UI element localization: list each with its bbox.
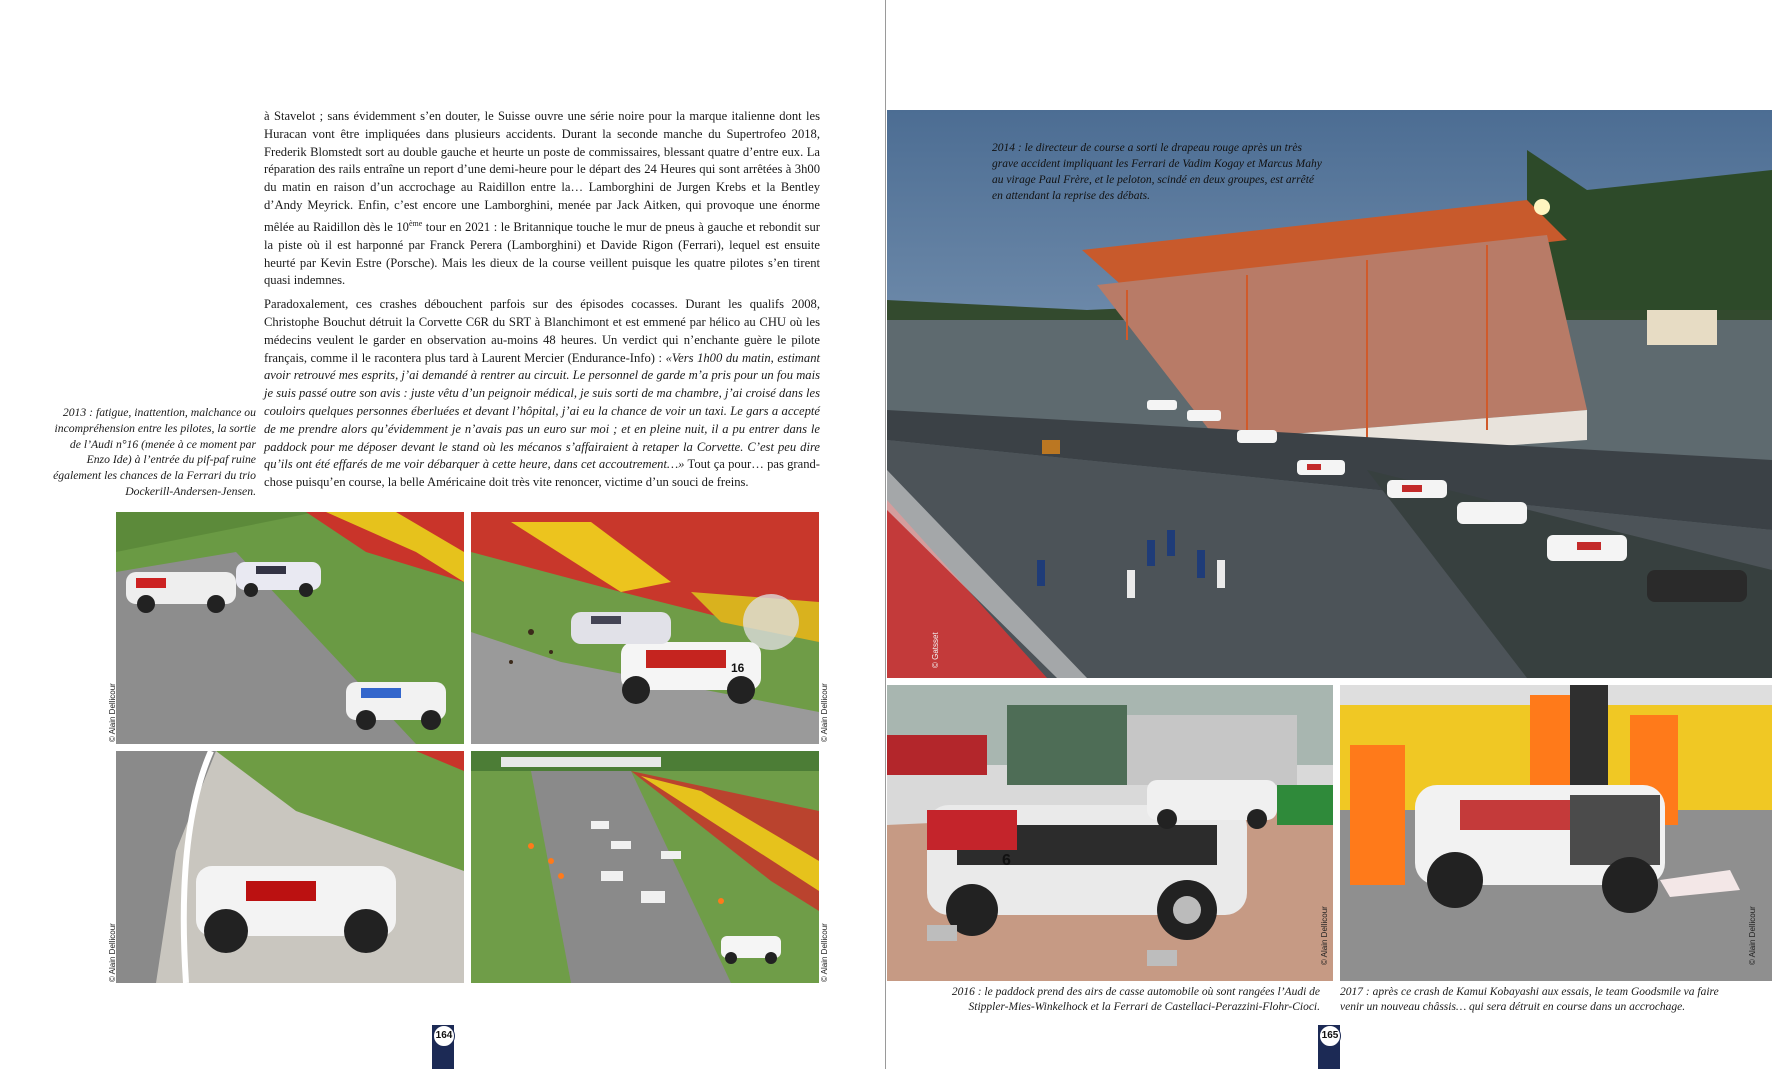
photo-credit-right-1: © Alain Dellicour	[1320, 906, 1329, 965]
photo-goodsmile-crash	[1340, 685, 1772, 981]
car-number-16: 16	[731, 661, 745, 675]
caption-2016: 2016 : le paddock prend des airs de casse automobile où sont rangées l’Audi de Stippler-Mies-Winkelhock et la Ferrari de Castellaci-Perazzini-Flohr-Cioci.	[951, 986, 1320, 1013]
photo-credit-left-4: © Alain Dellicour	[820, 923, 829, 982]
car-number-6: 6	[1002, 852, 1011, 869]
page-number-165: 165	[1318, 1025, 1340, 1069]
photo-credit-left-2: © Alain Dellicour	[820, 683, 829, 742]
caption-2014: 2014 : le directeur de course a sorti le drapeau rouge après un très grave accident impliquant les Ferrari de Vadim Kogay et Marcus Mahy au virage Paul Frère, et le peloton, scindé en deux groupes, est arrêté en attendant la reprise des débats.	[992, 142, 1322, 202]
photo-credit-top: © Gatsset	[931, 632, 940, 668]
photo-race-field	[471, 751, 819, 983]
photo-credit-right-2: © Alain Dellicour	[1748, 906, 1757, 965]
photo-audi-ferrari-track	[116, 512, 464, 744]
body-text	[264, 108, 820, 498]
photo-audi-crash-barrier	[471, 512, 819, 744]
page-spine	[885, 0, 886, 1069]
photo-paddock-wreck	[887, 685, 1333, 981]
caption-2013: 2013 : fatigue, inattention, malchance ou incompréhension entre les pilotes, la sortie de l’Audi n°16 (menée à ce moment par Enzo Ide) à l’entrée du pif-paf ruine également les chances de la Ferrari du trio Dockerill-Andersen-Jensen.	[53, 406, 256, 498]
photo-credit-left-3: © Alain Dellicour	[108, 923, 117, 982]
paragraph-1: à Stavelot ; sans évidemment s’en douter, le Suisse ouvre une série noire pour la marque italienne dont les Huracan vont être impliquées dans plusieurs accidents. Durant la seconde manche du Supertrofeo 2018, Frederik Blomstedt sort au double gauche et heurte un poste de commissaires, blessant quatre d’entre eux. La réparation des rails entraîne un report d’une demi-heure pour le départ des 24 Heures qui sont arrêtées à 3h00 du matin en raison d’un accrochage au Raidillon entre la… Lamborghini de Jurgen Krebs et la Bentley d’Andy Meyrick. Enfin, c’est encore une Lamborghini, menée par Jack Aitken, qui provoque une énorme mêlée au Raidillon dès le 10ème tour en 2021 : le Britannique touche le mur de pneus à gauche et rebondit sur la piste où il est harponné par Franck Perera (Lamborghini) et Davide Rigon (Ferrari), lequel est ensuite heurté par Kevin Estre (Porsche). Mais les dieux de la course veillent puisque les quatre pilotes s’en tirent quasi indemnes.	[264, 109, 820, 288]
caption-2017: 2017 : après ce crash de Kamui Kobayashi aux essais, le team Goodsmile va faire venir un nouveau châssis… qui sera détruit en course dans un accrochage.	[1340, 986, 1719, 1013]
photo-audi-spin	[116, 751, 464, 983]
page-number-164: 164	[432, 1025, 454, 1069]
paragraph-2: Paradoxalement, ces crashes débouchent parfois sur des épisodes cocasses. Durant les qualifs 2008, Christophe Bouchut détruit la Corvette C6R du SRT à Blanchimont et est emmené par hélico au CHU où les médecins veulent le garder en observation au-moins 48 heures. Un verdict qui n’enchante guère le pilote français, comme il le racontera plus tard à Laurent Mercier (Endurance-Info) : «Vers 1h00 du matin, estimant avoir retrouvé mes esprits, j’ai demandé à rentrer au circuit. Le personnel de garde m’a pris pour un fou mais je suis passé outre son avis : juste vêtu d’un peignoir médical, je suis sorti de ma chambre, j’ai croisé dans les couloirs quelques personnes éberluées et devant l’hôpital, j’ai eu la chance de voir un taxi. Le gars a accepté de me prendre alors qu’évidemment je n’avais pas un euro sur moi ; et en pleine nuit, il a pu entrer dans le paddock pour me déposer devant le stand où les mécanos s’affairaient à retaper la Corvette. C’est peu dire qu’ils ont été effarés de me voir débarquer à cette heure, dans cet accoutrement…» Tout ça pour… pas grand-chose puisqu’en course, la belle Américaine doit très vite renoncer, victime d’un souci de freins.	[264, 297, 820, 490]
photo-credit-left-1: © Alain Dellicour	[108, 683, 117, 742]
